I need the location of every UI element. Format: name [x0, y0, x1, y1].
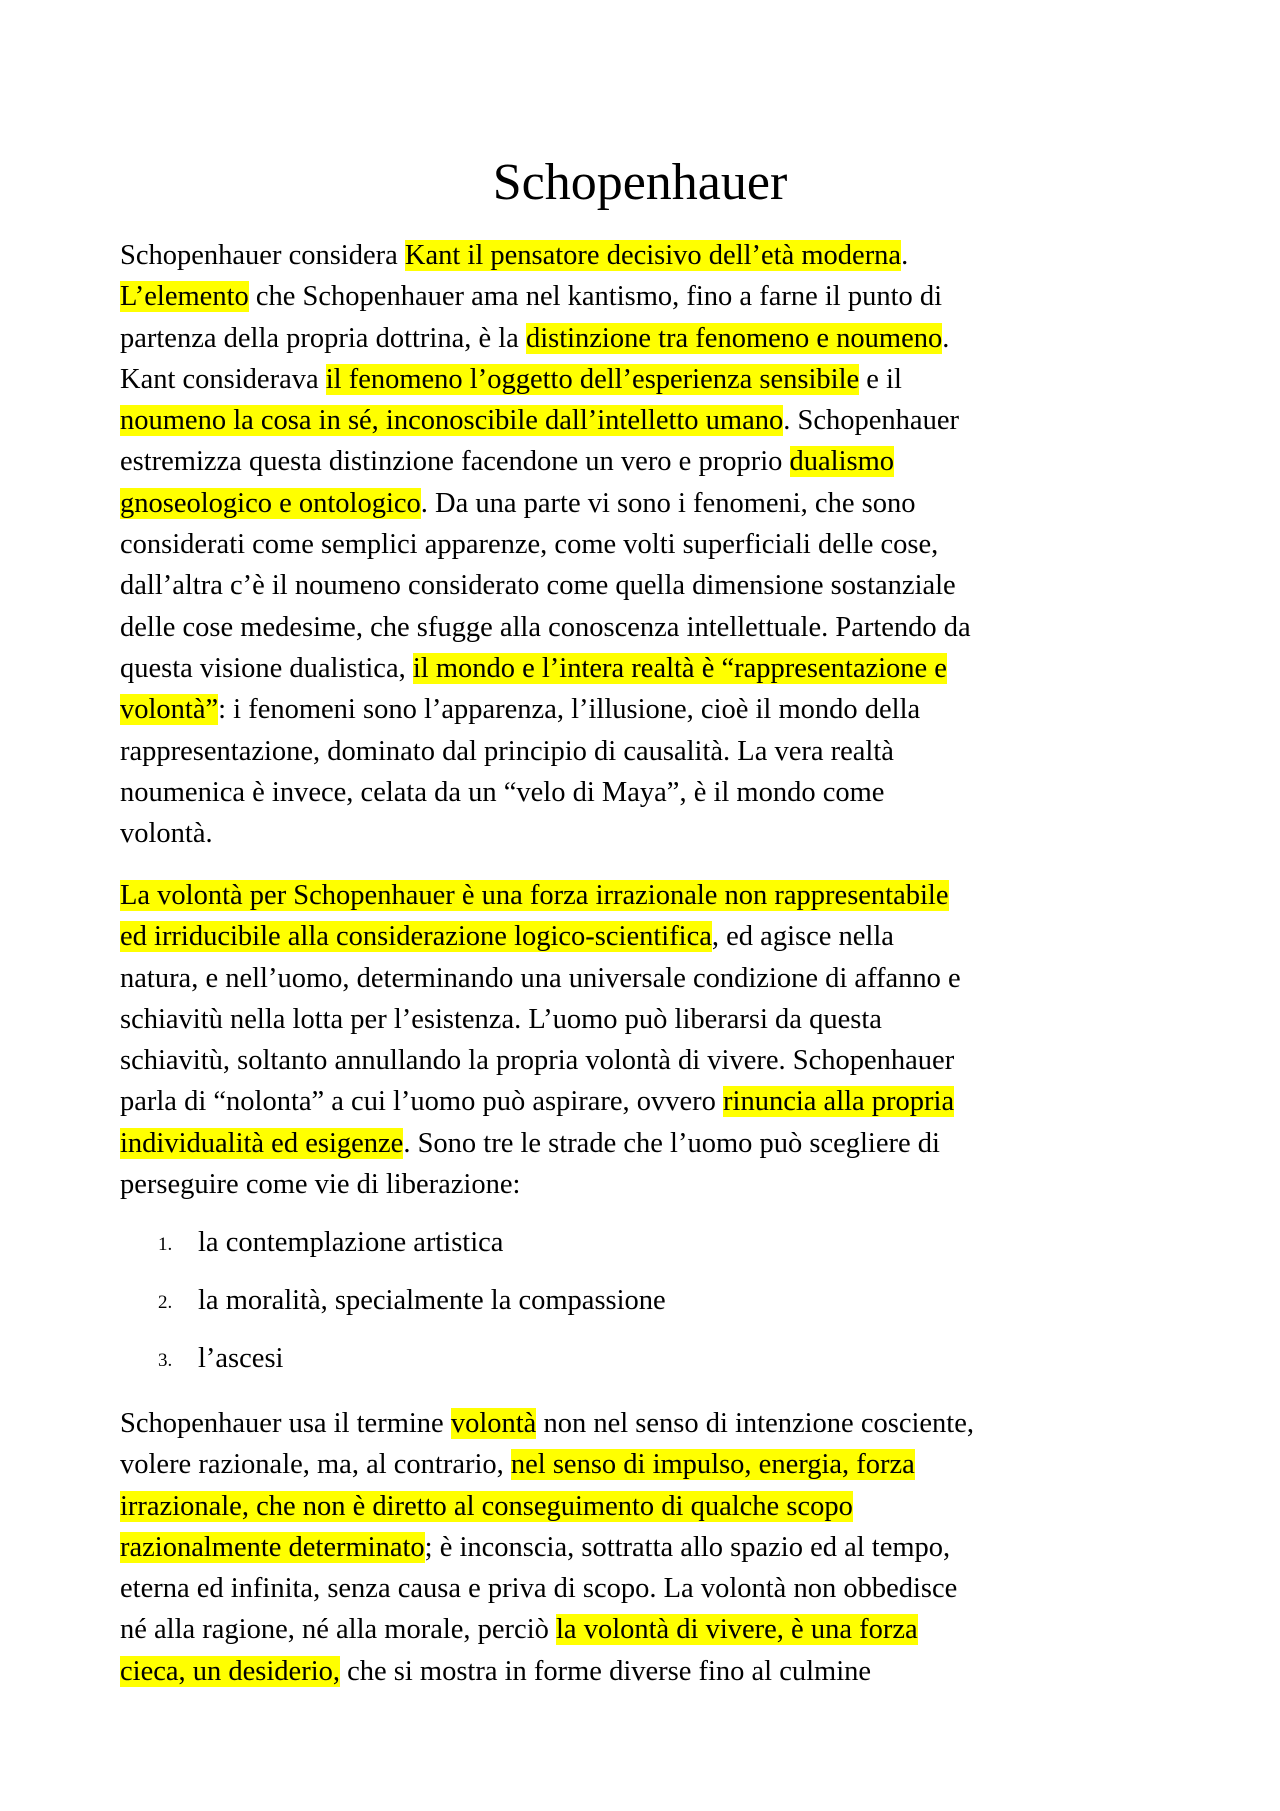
- text-line: [120, 607, 1170, 648]
- highlighted-text: cieca, un desiderio,: [120, 1655, 340, 1687]
- text-line: [120, 958, 1170, 999]
- text-segment: Schopenhauer considera: [120, 240, 405, 271]
- list-item-number: 1.: [158, 1234, 173, 1255]
- text-segment: volontà.: [120, 818, 213, 850]
- liberation-paths-list: [120, 1222, 1170, 1396]
- highlighted-text: razionalmente determinato: [120, 1531, 425, 1563]
- text-line: [120, 1164, 1170, 1205]
- highlighted-text: il fenomeno l’oggetto dell’esperienza sensibile: [325, 363, 860, 395]
- text-line: [120, 1486, 1170, 1527]
- highlighted-text: ed irriducibile alla considerazione logico-scientifica: [120, 921, 712, 953]
- highlighted-text: dualismo: [789, 446, 894, 478]
- list-item-text: la contemplazione artistica: [198, 1227, 504, 1258]
- text-line: [120, 524, 1170, 565]
- highlighted-text: volontà”: [120, 694, 219, 726]
- text-segment: .: [901, 240, 909, 271]
- paragraph-2-lines: [120, 875, 1170, 1205]
- text-segment: questa visione dualistica,: [120, 652, 413, 684]
- highlighted-text: volontà: [450, 1408, 537, 1439]
- text-line: [120, 1527, 1170, 1568]
- text-line: [120, 916, 1170, 957]
- text-line: [120, 235, 1170, 276]
- highlighted-text: noumeno la cosa in sé, inconoscibile dall’intelletto umano: [120, 405, 784, 437]
- text-segment: ; è inconscia, sottratta allo spazio ed al tempo,: [424, 1531, 951, 1563]
- text-segment: né alla ragione, né alla morale, perciò: [120, 1614, 556, 1646]
- highlighted-text: L’elemento: [120, 281, 249, 313]
- text-segment: schiavitù nella lotta per l’esistenza. L’uomo può liberarsi da questa: [120, 1003, 882, 1035]
- highlighted-text: il mondo e l’intera realtà è “rappresentazione e: [412, 652, 947, 684]
- text-line: [120, 1123, 1170, 1164]
- highlighted-text: rinuncia alla propria: [723, 1086, 955, 1118]
- list-item: [120, 1338, 1170, 1396]
- highlighted-text: irrazionale, che non è diretto al conseguimento di qualche scopo: [120, 1490, 853, 1522]
- list-item-text: la moralità, specialmente la compassione: [198, 1285, 666, 1316]
- text-line: [120, 813, 1170, 854]
- highlighted-text: la volontà di vivere, è una forza: [556, 1614, 918, 1646]
- highlighted-text: distinzione tra fenomeno e noumeno: [525, 322, 943, 354]
- text-segment: parla di “nolonta” a cui l’uomo può aspirare, ovvero: [120, 1086, 724, 1118]
- list-item: [120, 1280, 1170, 1338]
- list-item-text: l’ascesi: [198, 1343, 284, 1374]
- text-line: [120, 1609, 1170, 1650]
- text-line: [120, 318, 1170, 359]
- text-line: [120, 276, 1170, 317]
- text-segment: . Sono tre le strade che l’uomo può scegliere di: [403, 1127, 940, 1159]
- text-line: [120, 483, 1170, 524]
- text-segment: .: [942, 322, 950, 354]
- text-segment: perseguire come vie di liberazione:: [120, 1169, 521, 1201]
- text-line: [120, 875, 1170, 916]
- text-segment: che si mostra in forme diverse fino al culmine: [339, 1655, 872, 1687]
- text-segment: dall’altra c’è il noumeno considerato come quella dimensione sostanziale: [120, 570, 956, 602]
- text-line: [120, 999, 1170, 1040]
- list-item-number: 3.: [158, 1350, 173, 1371]
- text-line: [120, 689, 1170, 730]
- text-segment: , ed agisce nella: [711, 921, 894, 953]
- text-line: [120, 731, 1170, 772]
- text-line: [120, 400, 1170, 441]
- text-segment: delle cose medesime, che sfugge alla conoscenza intellettuale. Partendo da: [120, 611, 971, 643]
- paragraph-1-lines: [120, 235, 1170, 854]
- highlighted-text: individualità ed esigenze: [120, 1127, 404, 1159]
- text-line: [120, 772, 1170, 813]
- text-line: [120, 565, 1170, 606]
- text-line: [120, 1081, 1170, 1122]
- highlighted-text: nel senso di impulso, energia, forza: [510, 1449, 915, 1481]
- text-segment: . Da una parte vi sono i fenomeni, che sono: [420, 487, 916, 519]
- text-segment: noumenica è invece, celata da un “velo di Maya”, è il mondo come: [120, 776, 885, 808]
- paragraph-3-lines: [120, 1403, 1170, 1692]
- text-segment: e il: [859, 363, 902, 395]
- text-line: [120, 1040, 1170, 1081]
- list-item-number: 2.: [158, 1292, 173, 1313]
- text-line: [120, 1568, 1170, 1609]
- paragraph-kant-dualism: [120, 235, 1170, 854]
- text-line: [120, 441, 1170, 482]
- text-segment: Kant considerava: [120, 363, 326, 395]
- highlighted-text: La volontà per Schopenhauer è una forza irrazionale non rappresentabile: [120, 880, 949, 911]
- text-segment: volere razionale, ma, al contrario,: [120, 1449, 511, 1481]
- text-segment: eterna ed infinita, senza causa e priva di scopo. La volontà non obbedisce: [120, 1573, 958, 1605]
- text-line: [120, 359, 1170, 400]
- document-title: Schopenhauer: [492, 154, 788, 211]
- text-line: [120, 648, 1170, 689]
- highlighted-text: Kant il pensatore decisivo dell’età moderna: [404, 240, 902, 271]
- text-segment: schiavitù, soltanto annullando la propria volontà di vivere. Schopenhauer: [120, 1045, 955, 1077]
- text-segment: rappresentazione, dominato dal principio di causalità. La vera realtà: [120, 735, 894, 767]
- text-line: [120, 1651, 1170, 1692]
- text-segment: Schopenhauer usa il termine: [120, 1408, 451, 1439]
- text-segment: partenza della propria dottrina, è la: [120, 322, 526, 354]
- text-segment: che Schopenhauer ama nel kantismo, fino a farne il punto di: [248, 281, 943, 313]
- text-segment: : i fenomeni sono l’apparenza, l’illusione, cioè il mondo della: [218, 694, 921, 726]
- list-item: [120, 1222, 1170, 1280]
- text-line: [120, 1444, 1170, 1485]
- text-segment: non nel senso di intenzione cosciente,: [536, 1408, 974, 1439]
- text-segment: considerati come semplici apparenze, come volti superficiali delle cose,: [120, 529, 939, 561]
- text-segment: . Schopenhauer: [783, 405, 959, 437]
- text-segment: estremizza questa distinzione facendone un vero e proprio: [120, 446, 790, 478]
- text-segment: natura, e nell’uomo, determinando una universale condizione di affanno e: [120, 962, 961, 994]
- highlighted-text: gnoseologico e ontologico: [120, 487, 421, 519]
- paragraph-will: [120, 875, 1170, 1205]
- paragraph-will-definition: [120, 1403, 1170, 1692]
- text-line: [120, 1403, 1170, 1444]
